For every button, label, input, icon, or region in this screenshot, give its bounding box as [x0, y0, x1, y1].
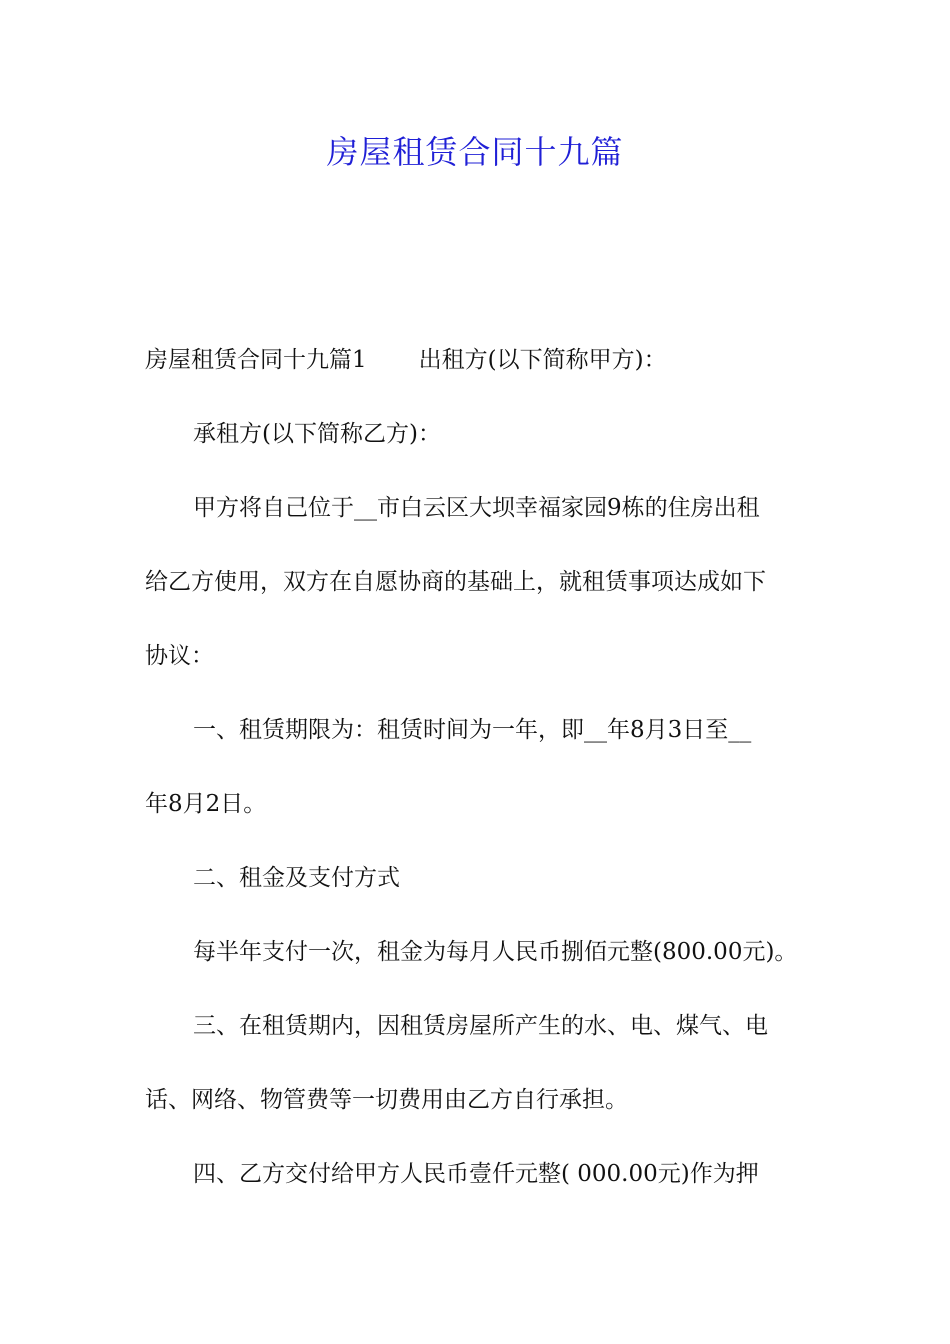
clause-2-line: 每半年支付一次，租金为每月人民币捌佰元整(800.00元)。 [193, 939, 798, 965]
clause-3-line: 三、在租赁期内，因租赁房屋所产生的水、电、煤气、电 [193, 1013, 768, 1039]
document-title: 房屋租赁合同十九篇 [326, 133, 624, 171]
paragraph-line: 甲方将自己位于__市白云区大坝幸福家园9栋的住房出租 [193, 495, 760, 521]
clause-3-line: 话、网络、物管费等一切费用由乙方自行承担。 [145, 1087, 628, 1113]
lessee-label: 承租方(以下简称乙方)： [193, 421, 441, 447]
clause-4-line: 四、乙方交付给甲方人民币壹仟元整( 000.00元)作为押 [193, 1161, 759, 1187]
paragraph-line: 给乙方使用，双方在自愿协商的基础上，就租赁事项达成如下 [145, 569, 766, 595]
lessor-label: 出租方(以下简称甲方)： [418, 347, 667, 373]
clause-2-heading: 二、租金及支付方式 [193, 865, 400, 891]
clause-1-line: 一、租赁期限为：租赁时间为一年，即__年8月3日至__ [193, 717, 752, 743]
contract-heading: 房屋租赁合同十九篇1 [145, 347, 367, 373]
document-body [145, 338, 810, 1226]
contract-heading-line [145, 338, 810, 412]
paragraph-line: 协议： [145, 643, 214, 669]
clause-1-line: 年8月2日。 [145, 791, 267, 817]
